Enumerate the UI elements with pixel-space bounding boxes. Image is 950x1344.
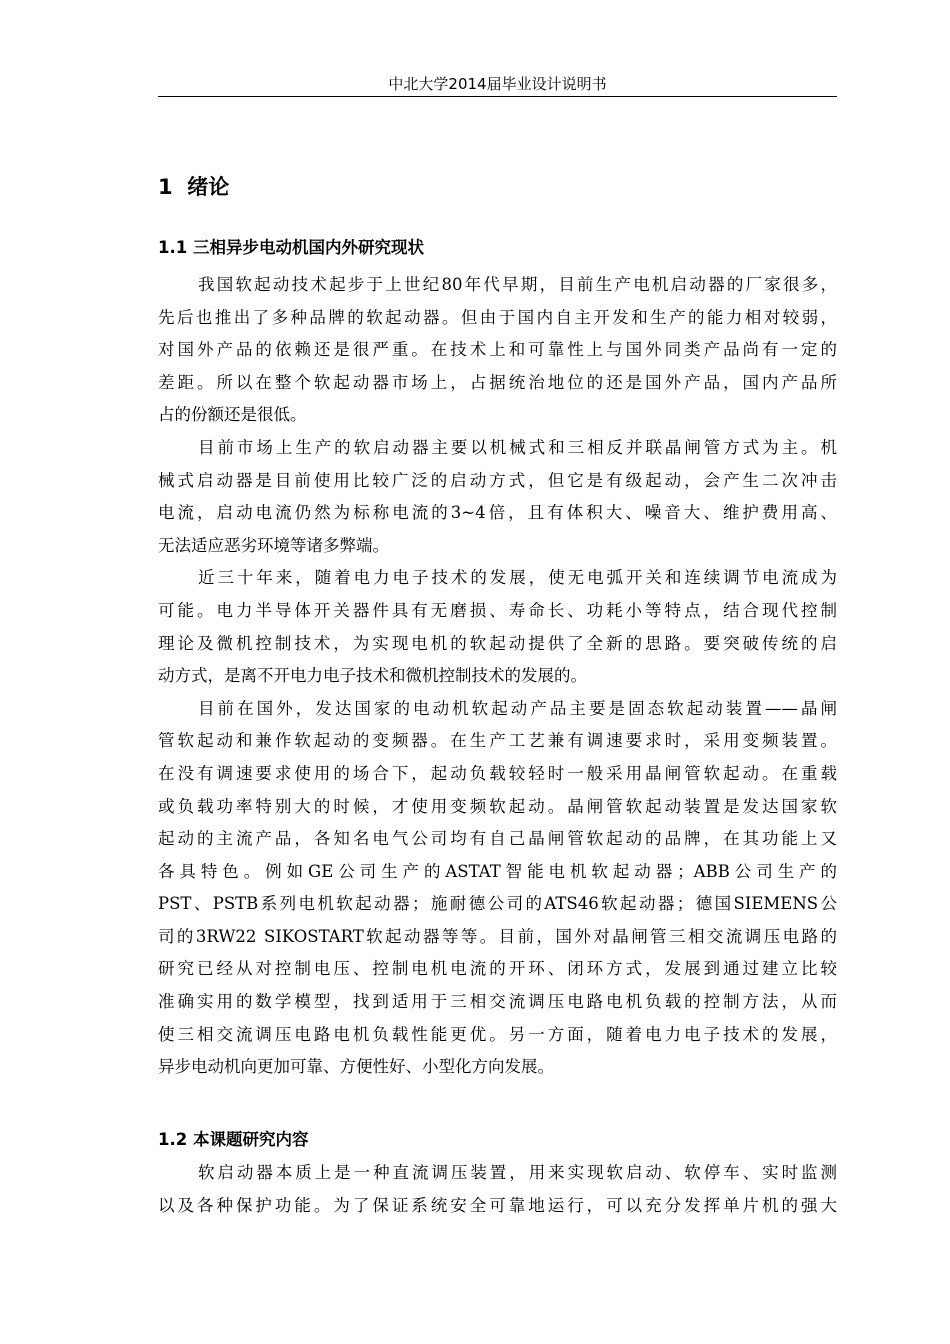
paragraph-line: 电流，启动电流仍然为标称电流的3~4倍，且有体积大、噪音大、维护费用高、 (158, 503, 837, 523)
paragraph-line: 先后也推出了多种品牌的软起动器。但由于国内自主开发和生产的能力相对较弱， (158, 307, 837, 327)
paragraph-line: 占的份额还是很低。 (158, 405, 307, 425)
paragraph-line: 管软起动和兼作软起动的变频器。在生产工艺兼有调速要求时，采用变频装置。 (158, 731, 837, 751)
paragraph-line: 对国外产品的依赖还是很严重。在技术上和可靠性上与国外同类产品尚有一定的 (158, 340, 837, 360)
section-body-1-2 (158, 1157, 837, 1222)
paragraph-line: 各具特色。例如GE公司生产的ASTAT智能电机软起动器；ABB公司生产的 (158, 861, 837, 881)
paragraph-line: 理论及微机控制技术，为实现电机的软起动提供了全新的思路。要突破传统的启 (158, 633, 837, 653)
paragraph-line: 或负载功率特别大的时候，才使用变频软起动。晶闸管软起动装置是发达国家软 (158, 796, 837, 816)
chapter-title: 1 绪论 (158, 175, 230, 199)
paragraph-line: 以及各种保护功能。为了保证系统安全可靠地运行，可以充分发挥单片机的强大 (158, 1195, 837, 1215)
paragraph-line: 研究已经从对控制电压、控制电机电流的开环、闭环方式，发展到通过建立比较 (158, 959, 837, 979)
paragraph-line: 软启动器本质上是一种直流调压装置，用来实现软启动、软停车、实时监测 (198, 1163, 837, 1182)
paragraph-line: 使三相交流调压电路电机负载性能更优。另一方面，随着电力电子技术的发展， (158, 1024, 837, 1044)
paragraph-line: PST、PSTB系列电机软起动器；施耐德公司的ATS46软起动器；德国SIEMENS公 (158, 894, 837, 914)
paragraph-line: 械式启动器是目前使用比较广泛的启动方式，但它是有级起动，会产生二次冲击 (158, 470, 837, 490)
paragraph-line: 起动的主流产品，各知名电气公司均有自己晶闸管软起动的品牌，在其功能上又 (158, 829, 837, 849)
section-title-1-1: 1.1 三相异步电动机国内外研究现状 (158, 238, 424, 257)
header-rule (158, 96, 837, 97)
paragraph-line: 近三十年来，随着电力电子技术的发展，使无电弧开关和连续调节电流成为 (198, 568, 837, 588)
paragraph-line: 在没有调速要求使用的场合下，起动负载较轻时一般采用晶闸管软起动。在重载 (158, 763, 837, 783)
section-body-1-1 (158, 269, 837, 1084)
paragraph-line: 我国软起动技术起步于上世纪80年代早期，目前生产电机启动器的厂家很多， (198, 275, 837, 294)
paragraph-line: 动方式，是离不开电力电子技术和微机控制技术的发展的。 (158, 666, 587, 686)
paragraph-line: 目前市场上生产的软启动器主要以机械式和三相反并联晶闸管方式为主。机 (198, 437, 837, 457)
paragraph-line: 目前在国外，发达国家的电动机软起动产品主要是固态软起动装置——晶闸 (198, 698, 837, 718)
paragraph-line: 异步电动机向更加可靠、方便性好、小型化方向发展。 (158, 1057, 554, 1077)
paragraph-line: 可能。电力半导体开关器件具有无磨损、寿命长、功耗小等特点，结合现代控制 (158, 600, 837, 620)
paragraph-line: 无法适应恶劣环境等诸多弊端。 (158, 535, 389, 555)
paragraph-line: 准确实用的数学模型，找到适用于三相交流调压电路电机负载的控制方法，从而 (158, 992, 837, 1012)
paragraph-line: 司的3RW22 SIKOSTART软起动器等等。目前，国外对晶闸管三相交流调压电路的 (158, 926, 837, 946)
running-header: 中北大学2014届毕业设计说明书 (388, 75, 607, 93)
section-title-1-2: 1.2 本课题研究内容 (158, 1130, 309, 1149)
paragraph-line: 差距。所以在整个软起动器市场上，占据统治地位的还是国外产品，国内产品所 (158, 372, 837, 392)
